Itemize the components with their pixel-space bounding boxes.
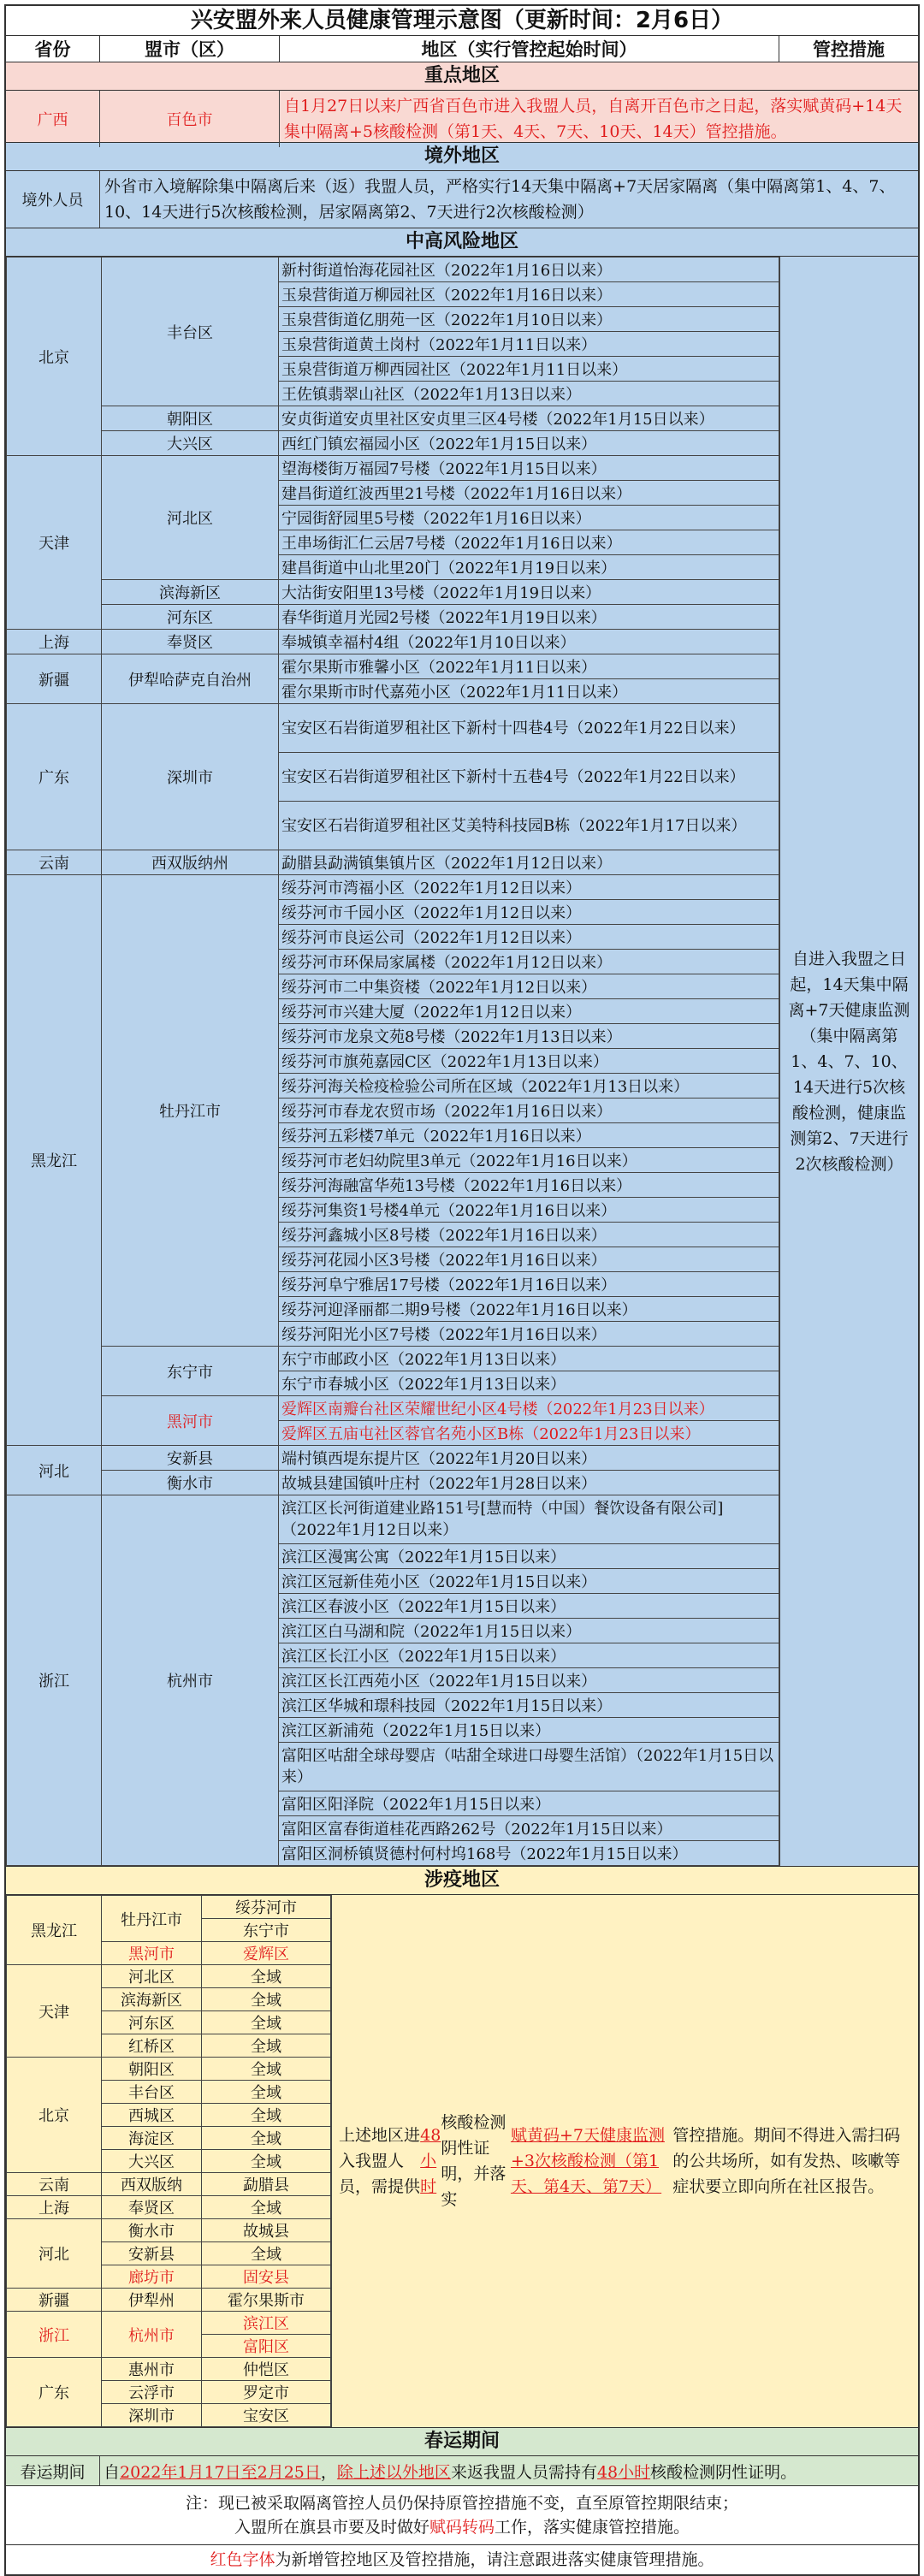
epidemic-area: 全域 — [202, 2034, 331, 2058]
risk-area: 玉泉营街道黄土岗村（2022年1月11日以来） — [279, 332, 779, 357]
text-part: 除上述以外地区 — [336, 2462, 451, 2482]
epidemic-province: 浙江 — [7, 2312, 102, 2358]
risk-row — [7, 654, 779, 679]
risk-city: 深圳市 — [102, 704, 279, 850]
page-title: 兴安盟外来人员健康管理示意图（更新时间：2月6日） — [6, 6, 918, 36]
risk-area: 新村街道怡海花园社区（2022年1月16日以来） — [279, 258, 779, 282]
epidemic-area: 滨江区 — [202, 2312, 331, 2335]
epidemic-city: 大兴区 — [102, 2150, 202, 2173]
risk-area: 爱辉区五庙屯社区蓉官名苑小区B栋（2022年1月23日以来） — [279, 1421, 779, 1446]
epidemic-city: 奉贤区 — [102, 2196, 202, 2219]
risk-city: 丰台区 — [102, 258, 279, 406]
risk-province: 广东 — [7, 704, 102, 850]
risk-area: 富阳区洞桥镇贤德村何村坞168号（2022年1月15日以来） — [279, 1841, 779, 1866]
risk-city: 西双版纳州 — [102, 850, 279, 875]
epidemic-city: 朝阳区 — [102, 2058, 202, 2081]
epidemic-row — [7, 1965, 331, 1988]
header-city: 盟市（区） — [100, 36, 280, 62]
text-part: 48小时 — [420, 2126, 441, 2196]
risk-area: 绥芬河海关检疫检验公司所在区域（2022年1月13日以来） — [279, 1074, 779, 1099]
risk-area: 西红门镇宏福园小区（2022年1月15日以来） — [279, 431, 779, 456]
epidemic-city: 廊坊市 — [102, 2265, 202, 2289]
epidemic-measure — [331, 1895, 918, 2427]
legend — [6, 2545, 918, 2574]
risk-area: 爱辉区南瓣台社区荣耀世纪小区4号楼（2022年1月23日以来） — [279, 1396, 779, 1421]
risk-row — [7, 1347, 779, 1371]
risk-area: 奉城镇幸福村4组（2022年1月10日以来） — [279, 630, 779, 654]
key-area-province: 广西 — [6, 91, 100, 147]
risk-city: 朝阳区 — [102, 406, 279, 431]
risk-row — [7, 580, 779, 605]
risk-area: 东宁市邮政小区（2022年1月13日以来） — [279, 1347, 779, 1371]
text-part: 赋码转码 — [429, 2518, 495, 2537]
risk-area: 富阳区咕甜全球母婴店（咕甜全球进口母婴生活馆）（2022年1月15日以来） — [279, 1743, 779, 1791]
risk-area: 勐腊县勐满镇集镇片区（2022年1月12日以来） — [279, 850, 779, 875]
risk-area: 滨江区长河街道建业路151号[慧而特（中国）餐饮设备有限公司]（2022年1月12日以来） — [279, 1495, 779, 1544]
health-management-chart — [4, 4, 920, 2576]
risk-area: 绥芬河迎泽丽都二期9号楼（2022年1月16日以来） — [279, 1297, 779, 1322]
epidemic-row — [7, 2219, 331, 2242]
epidemic-province: 河北 — [7, 2219, 102, 2289]
risk-area: 霍尔果斯市时代嘉苑小区（2022年1月11日以来） — [279, 679, 779, 704]
risk-area: 绥芬河集资1号楼4单元（2022年1月16日以来） — [279, 1198, 779, 1223]
epidemic-city: 西城区 — [102, 2104, 202, 2127]
risk-row — [7, 258, 779, 282]
risk-area: 富阳区富春街道桂花西路262号（2022年1月15日以来） — [279, 1816, 779, 1841]
risk-area: 滨江区长江小区（2022年1月15日以来） — [279, 1643, 779, 1668]
risk-area: 宝安区石岩街道罗租社区下新村十五巷4号（2022年1月22日以来） — [279, 753, 779, 802]
epidemic-province: 云南 — [7, 2173, 102, 2196]
epidemic-area: 全域 — [202, 2104, 331, 2127]
header-province: 省份 — [6, 36, 100, 62]
abroad-label: 境外人员 — [6, 171, 100, 228]
epidemic-city: 云浮市 — [102, 2381, 202, 2404]
epidemic-table — [6, 1895, 331, 2427]
key-area-city: 百色市 — [100, 91, 280, 147]
epidemic-row — [7, 2058, 331, 2081]
epidemic-city: 红桥区 — [102, 2034, 202, 2058]
risk-province: 浙江 — [7, 1495, 102, 1866]
text-part: 核酸检测阴性证明，并落实 — [441, 2113, 506, 2209]
epidemic-row — [7, 2358, 331, 2381]
epidemic-area: 固安县 — [202, 2265, 331, 2289]
risk-area: 绥芬河市二中集资楼（2022年1月12日以来） — [279, 974, 779, 999]
risk-city: 河东区 — [102, 605, 279, 630]
risk-city: 杭州市 — [102, 1495, 279, 1866]
epidemic-city: 河东区 — [102, 2011, 202, 2034]
risk-area: 滨江区华城和璟科技园（2022年1月15日以来） — [279, 1693, 779, 1718]
risk-area: 绥芬河市良运公司（2022年1月12日以来） — [279, 925, 779, 950]
risk-province: 北京 — [7, 258, 102, 456]
epidemic-area: 全域 — [202, 2150, 331, 2173]
epidemic-province: 黑龙江 — [7, 1896, 102, 1965]
epidemic-province: 新疆 — [7, 2289, 102, 2312]
risk-area: 玉泉营街道亿朋苑一区（2022年1月10日以来） — [279, 307, 779, 332]
epidemic-area: 富阳区 — [202, 2335, 331, 2358]
risk-city: 牡丹江市 — [102, 875, 279, 1347]
legend-rest: 为新增管控地区及管控措施，请注意跟进落实健康管理措施。 — [275, 2550, 714, 2569]
risk-row — [7, 1471, 779, 1495]
risk-row — [7, 1396, 779, 1421]
risk-area: 滨江区冠新佳苑小区（2022年1月15日以来） — [279, 1569, 779, 1594]
epidemic-city: 黑河市 — [102, 1942, 202, 1965]
risk-area: 建昌街道中山北里20门（2022年1月19日以来） — [279, 555, 779, 580]
epidemic-area: 霍尔果斯市 — [202, 2289, 331, 2312]
risk-area: 绥芬河花园小区3号楼（2022年1月16日以来） — [279, 1247, 779, 1272]
risk-city: 滨海新区 — [102, 580, 279, 605]
text-part: 管控措施。期间不得进入需扫码的公共场所，如有发热、咳嗽等症状要立即向所在社区报告。 — [672, 2126, 901, 2196]
spring-row — [6, 2456, 918, 2486]
risk-area: 滨江区白马湖和院（2022年1月15日以来） — [279, 1619, 779, 1643]
section-epidemic: 涉疫地区 — [6, 1866, 918, 1895]
epidemic-province: 上海 — [7, 2196, 102, 2219]
epidemic-city: 深圳市 — [102, 2404, 202, 2427]
risk-city: 衡水市 — [102, 1471, 279, 1495]
risk-area: 绥芬河市环保局家属楼（2022年1月12日以来） — [279, 950, 779, 974]
epidemic-city: 河北区 — [102, 1965, 202, 1988]
epidemic-province: 广东 — [7, 2358, 102, 2427]
risk-measure: 自进入我盟之日起，14天集中隔离+7天健康监测（集中隔离第1、4、7、10、14天进行5次核酸检测，健康监测第2、7天进行2次核酸检测） — [779, 257, 918, 1866]
risk-row — [7, 1446, 779, 1471]
risk-area: 绥芬河市老妇幼院里3单元（2022年1月16日以来） — [279, 1148, 779, 1173]
text-part: 上述地区进入我盟人员，需提供 — [339, 2126, 421, 2196]
epidemic-city: 惠州市 — [102, 2358, 202, 2381]
risk-area: 富阳区阳泽院（2022年1月15日以来） — [279, 1791, 779, 1816]
risk-area: 王佐镇翡翠山社区（2022年1月13日以来） — [279, 382, 779, 406]
text-part: ， — [320, 2462, 337, 2482]
risk-city: 安新县 — [102, 1446, 279, 1471]
risk-area-table — [6, 257, 779, 1866]
risk-province: 新疆 — [7, 654, 102, 704]
risk-area: 绥芬河市龙泉文苑8号楼（2022年1月13日以来） — [279, 1024, 779, 1049]
risk-row — [7, 431, 779, 456]
risk-row — [7, 704, 779, 753]
epidemic-city: 海淀区 — [102, 2127, 202, 2150]
epidemic-area: 全域 — [202, 2242, 331, 2265]
epidemic-city: 牡丹江市 — [102, 1896, 202, 1942]
risk-area: 春华街道月光园2号楼（2022年1月19日以来） — [279, 605, 779, 630]
risk-row — [7, 456, 779, 481]
risk-area: 霍尔果斯市雅馨小区（2022年1月11日以来） — [279, 654, 779, 679]
risk-city: 大兴区 — [102, 431, 279, 456]
epidemic-block — [6, 1895, 918, 2427]
epidemic-area: 东宁市 — [202, 1919, 331, 1942]
risk-area: 滨江区漫寓公寓（2022年1月15日以来） — [279, 1544, 779, 1569]
epidemic-area: 爱辉区 — [202, 1942, 331, 1965]
risk-area: 滨江区长江西苑小区（2022年1月15日以来） — [279, 1668, 779, 1693]
text-part: 核酸检测阴性证明。 — [650, 2462, 797, 2482]
epidemic-area: 宝安区 — [202, 2404, 331, 2427]
risk-area: 玉泉营街道万柳园社区（2022年1月16日以来） — [279, 282, 779, 307]
note-line1: 注：现已被采取隔离管控人员仍保持原管控措施不变，直至原管控期限结束； — [185, 2494, 738, 2513]
risk-city: 奉贤区 — [102, 630, 279, 654]
risk-row — [7, 605, 779, 630]
epidemic-row — [7, 2312, 331, 2335]
section-spring: 春运期间 — [6, 2427, 918, 2456]
risk-row — [7, 630, 779, 654]
risk-city: 河北区 — [102, 456, 279, 580]
risk-area: 绥芬河市兴建大厦（2022年1月12日以来） — [279, 999, 779, 1024]
epidemic-city: 衡水市 — [102, 2219, 202, 2242]
epidemic-city: 伊犁州 — [102, 2289, 202, 2312]
note — [6, 2486, 918, 2545]
risk-area: 宝安区石岩街道罗租社区下新村十四巷4号（2022年1月22日以来） — [279, 704, 779, 753]
risk-province: 云南 — [7, 850, 102, 875]
epidemic-city: 杭州市 — [102, 2312, 202, 2358]
risk-area: 绥芬河五彩楼7单元（2022年1月16日以来） — [279, 1123, 779, 1148]
risk-area: 故城县建国镇叶庄村（2022年1月28日以来） — [279, 1471, 779, 1495]
risk-area-block — [6, 257, 918, 1866]
risk-area: 绥芬河海融富华苑13号楼（2022年1月16日以来） — [279, 1173, 779, 1198]
epidemic-area: 全域 — [202, 1988, 331, 2011]
epidemic-area: 罗定市 — [202, 2381, 331, 2404]
text-part: 工作，落实健康管控措施。 — [495, 2518, 690, 2537]
text-part: 来返我盟人员需持有 — [450, 2462, 597, 2482]
epidemic-area: 全域 — [202, 2196, 331, 2219]
risk-area: 绥芬河市湾福小区（2022年1月12日以来） — [279, 875, 779, 900]
abroad-row — [6, 171, 918, 228]
abroad-measure: 外省市入境解除集中隔离后来（返）我盟人员，严格实行14天集中隔离+7天居家隔离（集中隔离第1、4、7、10、14天进行5次核酸检测，居家隔离第2、7天进行2次核酸检测） — [104, 177, 896, 222]
note-line2 — [15, 2515, 909, 2539]
risk-area: 端村镇西堤东提片区（2022年1月20日以来） — [279, 1446, 779, 1471]
risk-area: 宁园街舒园里5号楼（2022年1月16日以来） — [279, 506, 779, 530]
risk-area: 玉泉营街道万柳西园社区（2022年1月11日以来） — [279, 357, 779, 382]
section-key-area: 重点地区 — [6, 62, 918, 91]
text-part: 赋黄码+7天健康监测+3次核酸检测（第1天、第4天、第7天） — [510, 2126, 665, 2196]
section-risk: 中高风险地区 — [6, 228, 918, 257]
risk-area: 建昌街道红波西里21号楼（2022年1月16日以来） — [279, 481, 779, 506]
risk-province: 河北 — [7, 1446, 102, 1495]
risk-city: 伊犁哈萨克自治州 — [102, 654, 279, 704]
risk-area: 王串场街汇仁云居7号楼（2022年1月16日以来） — [279, 530, 779, 555]
spring-label: 春运期间 — [6, 2456, 100, 2485]
epidemic-row — [7, 2289, 331, 2312]
risk-area: 滨江区春波小区（2022年1月15日以来） — [279, 1594, 779, 1619]
epidemic-province: 北京 — [7, 2058, 102, 2173]
risk-city: 东宁市 — [102, 1347, 279, 1396]
text-part: 入盟所在旗县市要及时做好 — [234, 2518, 429, 2537]
epidemic-area: 故城县 — [202, 2219, 331, 2242]
risk-area: 绥芬河市千园小区（2022年1月12日以来） — [279, 900, 779, 925]
key-area-measure: 自1月27日以来广西省百色市进入我盟人员，自离开百色市之日起，落实赋黄码+14天集中隔离+5核酸检测（第1天、4天、7天、10天、14天）管控措施。 — [284, 97, 903, 141]
epidemic-city: 滨海新区 — [102, 1988, 202, 2011]
epidemic-area: 全域 — [202, 2127, 331, 2150]
epidemic-area: 全域 — [202, 2081, 331, 2104]
epidemic-row — [7, 1896, 331, 1919]
epidemic-area: 全域 — [202, 2011, 331, 2034]
risk-area: 宝安区石岩街道罗租社区艾美特科技园B栋（2022年1月17日以来） — [279, 802, 779, 850]
epidemic-area: 勐腊县 — [202, 2173, 331, 2196]
risk-area: 绥芬河阜宁雅居17号楼（2022年1月16日以来） — [279, 1272, 779, 1297]
risk-row — [7, 875, 779, 900]
legend-red-text: 红色字体 — [210, 2550, 275, 2569]
risk-area: 望海楼街万福园7号楼（2022年1月15日以来） — [279, 456, 779, 481]
risk-province: 天津 — [7, 456, 102, 630]
text-part: 2022年1月17日至2月25日 — [120, 2462, 321, 2482]
epidemic-area: 仲恺区 — [202, 2358, 331, 2381]
risk-area: 绥芬河市旗苑嘉园C区（2022年1月13日以来） — [279, 1049, 779, 1074]
epidemic-area: 全域 — [202, 1965, 331, 1988]
text-part: 自 — [104, 2462, 121, 2482]
text-part: 48小时 — [596, 2462, 651, 2482]
header-area: 地区（实行管控起始时间） — [280, 36, 779, 62]
epidemic-province: 天津 — [7, 1965, 102, 2058]
epidemic-city: 丰台区 — [102, 2081, 202, 2104]
risk-city: 黑河市 — [102, 1396, 279, 1446]
risk-province: 黑龙江 — [7, 875, 102, 1446]
epidemic-row — [7, 2196, 331, 2219]
column-headers — [6, 36, 918, 62]
epidemic-city: 安新县 — [102, 2242, 202, 2265]
risk-row — [7, 850, 779, 875]
section-abroad: 境外地区 — [6, 143, 918, 171]
epidemic-area: 绥芬河市 — [202, 1896, 331, 1919]
key-area-row — [6, 91, 918, 143]
risk-area: 大沽街安阳里13号楼（2022年1月19日以来） — [279, 580, 779, 605]
epidemic-area: 全域 — [202, 2058, 331, 2081]
risk-area: 滨江区新浦苑（2022年1月15日以来） — [279, 1718, 779, 1743]
epidemic-row — [7, 2173, 331, 2196]
risk-row — [7, 406, 779, 431]
header-measure: 管控措施 — [813, 39, 885, 60]
risk-area: 东宁市春城小区（2022年1月13日以来） — [279, 1371, 779, 1396]
risk-province: 上海 — [7, 630, 102, 654]
spring-measure — [100, 2456, 918, 2485]
risk-area: 绥芬河阳光小区7号楼（2022年1月16日以来） — [279, 1322, 779, 1347]
risk-row — [7, 1495, 779, 1544]
risk-area: 绥芬河鑫城小区8号楼（2022年1月16日以来） — [279, 1223, 779, 1247]
risk-area: 绥芬河市春龙农贸市场（2022年1月16日以来） — [279, 1099, 779, 1123]
epidemic-city: 西双版纳 — [102, 2173, 202, 2196]
risk-area: 安贞街道安贞里社区安贞里三区4号楼（2022年1月15日以来） — [279, 406, 779, 431]
